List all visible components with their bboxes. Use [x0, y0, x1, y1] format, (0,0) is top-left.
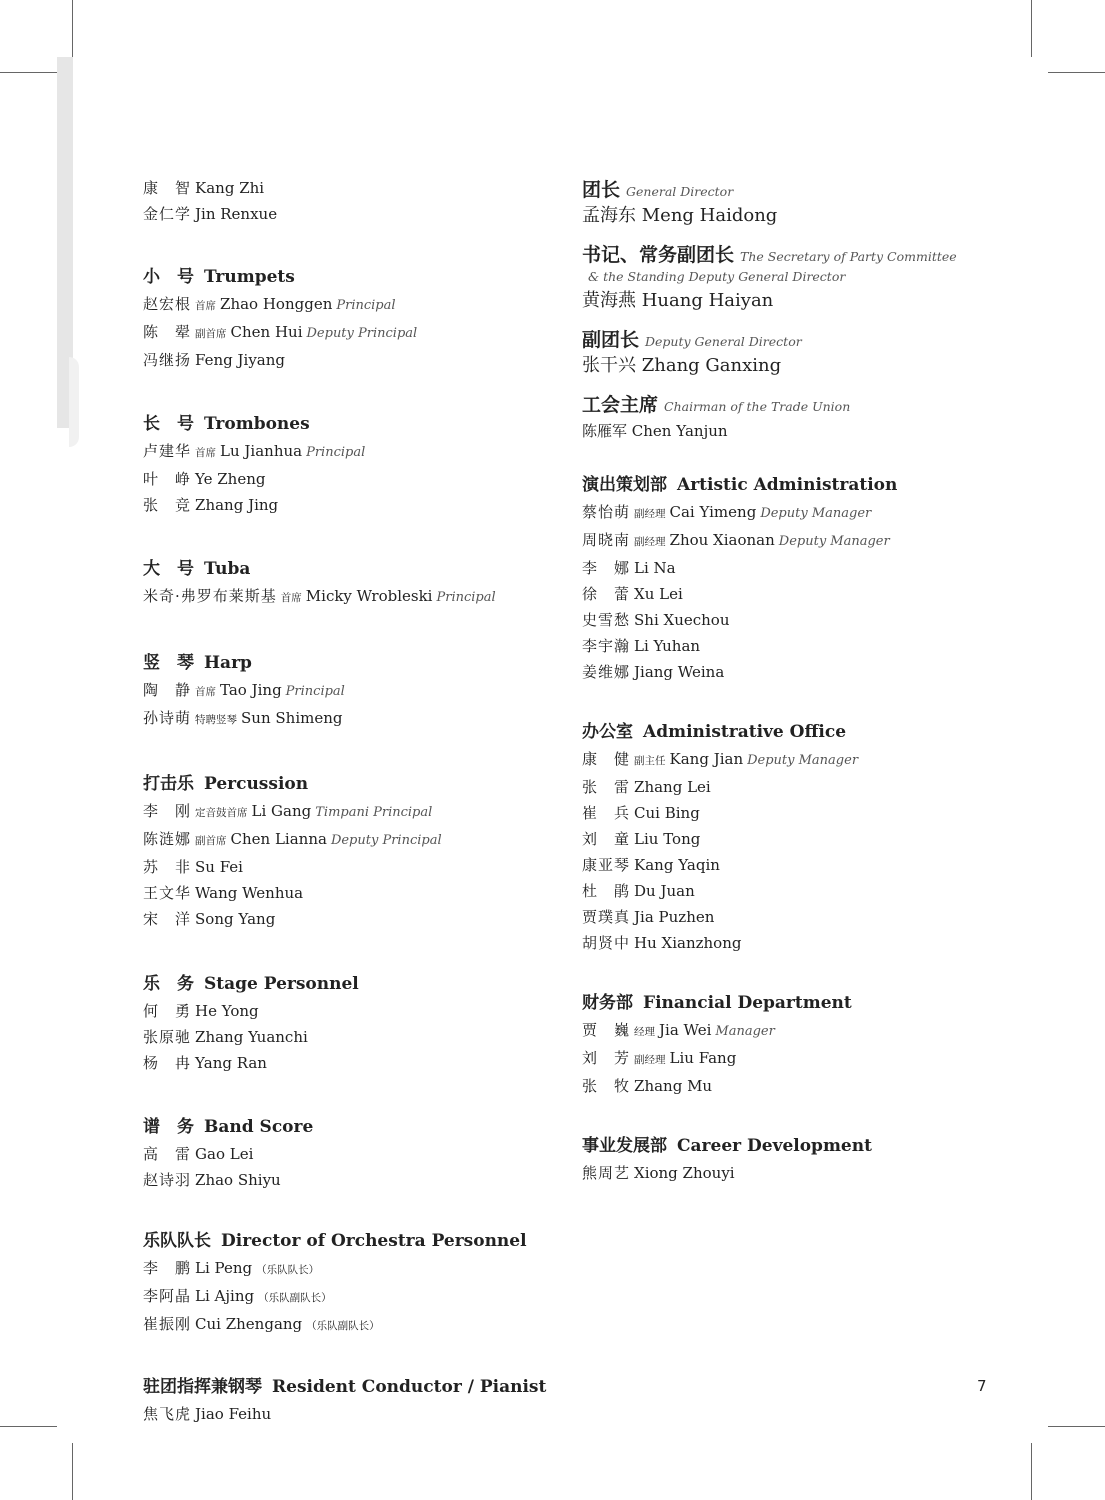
section-title — [143, 410, 543, 438]
member-line — [582, 930, 1022, 956]
section-title-cn: 乐队队长 — [143, 1231, 211, 1251]
name-cn: 康 智 — [143, 179, 192, 197]
name-pinyin: Li Gang — [251, 802, 312, 820]
section — [582, 471, 1022, 685]
name-pinyin: Su Fei — [195, 858, 243, 876]
section-title-en: Director of Orchestra Personnel — [221, 1231, 527, 1251]
section-title-en: Stage Personnel — [204, 974, 359, 994]
member-line — [582, 499, 1022, 527]
role-cn: 副经理 — [634, 536, 666, 548]
section-title-cn: 长 号 — [143, 414, 194, 434]
name-pinyin: Zhou Xiaonan — [669, 531, 775, 549]
name-pinyin: Xu Lei — [634, 585, 683, 603]
name-pinyin: Jiang Weina — [634, 663, 725, 681]
member-line — [143, 1311, 543, 1339]
member-line — [143, 466, 543, 492]
name-cn: 张 牧 — [582, 1077, 631, 1095]
member-line — [143, 1283, 543, 1311]
member-line — [143, 291, 543, 319]
member-line — [582, 800, 1022, 826]
role-en: Principal — [336, 298, 396, 313]
section-title-cn: 打击乐 — [143, 774, 194, 794]
leader-block — [582, 240, 1022, 315]
member-line — [143, 583, 543, 611]
role-cn: 副主任 — [634, 755, 666, 767]
member-line — [582, 826, 1022, 852]
member-line — [582, 904, 1022, 930]
section-title-cn: 乐 务 — [143, 974, 194, 994]
leader-name — [582, 202, 1022, 230]
name-cn: 李宇瀚 — [582, 637, 631, 655]
name-line — [143, 175, 543, 201]
section-title-en: Career Development — [677, 1136, 872, 1156]
section — [143, 555, 543, 611]
section-title-en: Administrative Office — [643, 722, 847, 742]
name-pinyin: Jia Wei — [659, 1021, 712, 1039]
role-cn: 副经理 — [634, 508, 666, 520]
name-cn: 贾璞真 — [582, 908, 631, 926]
section-title-cn: 驻团指挥兼钢琴 — [143, 1377, 262, 1397]
name-pinyin: Liu Fang — [669, 1049, 737, 1067]
member-line — [143, 1401, 543, 1427]
role-en: Deputy Manager — [760, 506, 872, 521]
member-line — [143, 906, 543, 932]
name-cn: 冯继扬 — [143, 351, 192, 369]
name-cn: 孟海东 — [582, 205, 636, 226]
role-cn: 特聘竖琴 — [195, 714, 238, 726]
member-line — [143, 705, 543, 733]
section-title-en: Tuba — [204, 559, 251, 579]
name-cn: 何 勇 — [143, 1002, 192, 1020]
name-pinyin: Lu Jianhua — [220, 442, 303, 460]
name-cn: 黄海燕 — [582, 290, 636, 311]
member-line — [582, 633, 1022, 659]
leader-name — [582, 417, 1022, 445]
section — [143, 410, 543, 518]
leader-name — [582, 352, 1022, 380]
section-title — [582, 989, 1022, 1017]
name-cn: 杨 冉 — [143, 1054, 192, 1072]
left-sections — [143, 263, 547, 1427]
name-pinyin: Zhang Mu — [634, 1077, 713, 1095]
name-cn: 叶 峥 — [143, 470, 192, 488]
name-cn: 苏 非 — [143, 858, 192, 876]
member-line — [582, 1045, 1022, 1073]
crop-mark — [72, 1443, 73, 1500]
name-pinyin: Li Peng — [195, 1259, 253, 1277]
section-title — [143, 1227, 543, 1255]
name-pinyin: Gao Lei — [195, 1145, 254, 1163]
name-pinyin: Wang Wenhua — [195, 884, 304, 902]
section-title-cn: 小 号 — [143, 267, 194, 287]
leader-title-cn: 副团长 — [582, 329, 640, 351]
name-pinyin: Zhang Lei — [634, 778, 711, 796]
section-title-en: Resident Conductor / Pianist — [272, 1377, 547, 1397]
section-title-cn: 演出策划部 — [582, 475, 667, 495]
member-line — [143, 854, 543, 880]
role-paren: （乐队副队长） — [258, 1292, 332, 1304]
crop-mark — [0, 72, 57, 73]
section-title-en: Percussion — [204, 774, 309, 794]
section-title — [582, 471, 1022, 499]
page-number: 7 — [977, 1377, 987, 1395]
role-cn: 副首席 — [195, 328, 227, 340]
name-cn: 陈雁军 — [582, 422, 628, 440]
name-pinyin: Zhao Shiyu — [195, 1171, 281, 1189]
member-line — [143, 319, 543, 347]
section-title-en: Harp — [204, 653, 252, 673]
leader-title-en: Deputy General Director — [645, 334, 802, 349]
section — [143, 1373, 547, 1427]
section — [143, 263, 543, 373]
section — [582, 718, 1022, 956]
name-cn: 陈 翚 — [143, 323, 192, 341]
name-cn: 康 健 — [582, 750, 631, 768]
name-pinyin: Liu Tong — [634, 830, 701, 848]
role-paren: （乐队队长） — [256, 1264, 320, 1276]
role-en: Deputy Manager — [778, 534, 890, 549]
name-cn: 崔 兵 — [582, 804, 631, 822]
name-cn: 蔡怡萌 — [582, 503, 631, 521]
role-cn: 首席 — [195, 686, 217, 698]
name-pinyin: Huang Haiyan — [641, 290, 774, 311]
section-title — [143, 263, 543, 291]
member-line — [143, 677, 543, 705]
section — [143, 770, 543, 932]
section — [143, 970, 543, 1076]
leader-title-en: The Secretary of Party Committee — [740, 249, 957, 264]
member-line — [143, 798, 543, 826]
section-title — [143, 970, 543, 998]
member-line — [582, 659, 1022, 685]
member-line — [582, 774, 1022, 800]
name-cn: 贾 巍 — [582, 1021, 631, 1039]
leader-block — [582, 390, 1022, 445]
name-cn: 陶 静 — [143, 681, 192, 699]
name-cn: 姜维娜 — [582, 663, 631, 681]
crop-mark — [1031, 0, 1032, 57]
name-cn: 刘 芳 — [582, 1049, 631, 1067]
name-pinyin: Ye Zheng — [195, 470, 266, 488]
name-cn: 胡贤中 — [582, 934, 631, 952]
name-pinyin: Zhang Jing — [195, 496, 279, 514]
right-sections — [582, 471, 1022, 1186]
name-cn: 康亚琴 — [582, 856, 631, 874]
name-cn: 金仁学 — [143, 205, 192, 223]
name-pinyin: Li Na — [634, 559, 676, 577]
name-cn: 高 雷 — [143, 1145, 192, 1163]
name-cn: 崔振刚 — [143, 1315, 192, 1333]
member-line — [143, 826, 543, 854]
name-pinyin: Kang Yaqin — [634, 856, 720, 874]
name-cn: 李 娜 — [582, 559, 631, 577]
member-line — [582, 878, 1022, 904]
name-pinyin: Zhang Ganxing — [641, 355, 782, 376]
member-line — [143, 880, 543, 906]
left-column — [143, 175, 547, 1427]
member-line — [143, 998, 543, 1024]
member-line — [582, 852, 1022, 878]
role-en: Timpani Principal — [315, 805, 433, 820]
section-title-cn: 谱 务 — [143, 1117, 194, 1137]
role-en: Principal — [436, 590, 496, 605]
name-cn: 米奇·弗罗布莱斯基 — [143, 587, 277, 605]
name-pinyin: Jia Puzhen — [634, 908, 715, 926]
section-title — [582, 1132, 1022, 1160]
leader-title-cn: 书记、常务副团长 — [582, 244, 735, 266]
role-en: Principal — [306, 445, 366, 460]
name-cn: 熊周艺 — [582, 1164, 631, 1182]
name-pinyin: Du Juan — [634, 882, 695, 900]
name-pinyin: Cui Zhengang — [195, 1315, 303, 1333]
name-pinyin: Xiong Zhouyi — [634, 1164, 735, 1182]
section-title — [143, 649, 543, 677]
member-line — [582, 555, 1022, 581]
role-cn: 副经理 — [634, 1054, 666, 1066]
role-cn: 首席 — [280, 592, 302, 604]
member-line — [143, 347, 543, 373]
member-line — [143, 438, 543, 466]
role-cn: 副首席 — [195, 835, 227, 847]
name-pinyin: Jin Renxue — [195, 205, 278, 223]
name-pinyin: Shi Xuechou — [634, 611, 730, 629]
crop-mark — [72, 0, 73, 57]
top-names — [143, 175, 543, 227]
section — [143, 1227, 543, 1339]
name-pinyin: Kang Zhi — [195, 179, 265, 197]
section-title — [143, 1373, 547, 1401]
member-line — [143, 1024, 543, 1050]
name-pinyin: Li Yuhan — [634, 637, 701, 655]
name-cn: 李 刚 — [143, 802, 192, 820]
name-cn: 王文华 — [143, 884, 192, 902]
name-pinyin: Li Ajing — [195, 1287, 255, 1305]
role-en: Deputy Principal — [306, 326, 418, 341]
name-pinyin: Cui Bing — [634, 804, 700, 822]
name-pinyin: Chen Hui — [230, 323, 303, 341]
name-cn: 李阿晶 — [143, 1287, 192, 1305]
section-title-en: Trombones — [204, 414, 310, 434]
member-line — [582, 746, 1022, 774]
section-title-en: Trumpets — [204, 267, 295, 287]
name-cn: 李 鹏 — [143, 1259, 192, 1277]
member-line — [582, 581, 1022, 607]
member-line — [582, 607, 1022, 633]
name-pinyin: Zhang Yuanchi — [195, 1028, 308, 1046]
member-line — [582, 527, 1022, 555]
section-title — [582, 718, 1022, 746]
leader-block — [582, 325, 1022, 380]
leader-title-cn: 团长 — [582, 179, 621, 201]
member-line — [582, 1160, 1022, 1186]
leader-block — [582, 175, 1022, 230]
section-title-cn: 办公室 — [582, 722, 633, 742]
crop-mark — [1048, 1426, 1105, 1427]
name-cn: 张原驰 — [143, 1028, 192, 1046]
section-title — [143, 555, 543, 583]
section — [143, 1113, 543, 1193]
crop-mark — [0, 1426, 57, 1427]
leader-title-en: Chairman of the Trade Union — [664, 399, 851, 414]
name-cn: 卢建华 — [143, 442, 192, 460]
name-line — [143, 201, 543, 227]
name-pinyin: Meng Haidong — [641, 205, 778, 226]
leader-title-cn: 工会主席 — [582, 394, 659, 416]
role-en: Deputy Principal — [330, 833, 442, 848]
name-cn: 张 雷 — [582, 778, 631, 796]
role-en: Principal — [285, 684, 345, 699]
role-cn: 定音鼓首席 — [195, 807, 248, 819]
name-cn: 赵宏根 — [143, 295, 192, 313]
section-title-cn: 大 号 — [143, 559, 194, 579]
name-pinyin: Tao Jing — [220, 681, 282, 699]
section-title-en: Artistic Administration — [677, 475, 898, 495]
member-line — [143, 1141, 543, 1167]
right-column — [582, 175, 1022, 1186]
member-line — [143, 492, 543, 518]
name-pinyin: Chen Yanjun — [631, 422, 728, 440]
role-en: Manager — [715, 1024, 775, 1039]
section — [143, 649, 543, 733]
section — [582, 1132, 1022, 1186]
section-title-cn: 财务部 — [582, 993, 633, 1013]
name-cn: 陈涟娜 — [143, 830, 192, 848]
section-title-cn: 事业发展部 — [582, 1136, 667, 1156]
name-pinyin: Hu Xianzhong — [634, 934, 742, 952]
role-cn: 经理 — [634, 1026, 656, 1038]
member-line — [143, 1050, 543, 1076]
role-paren: （乐队副队长） — [306, 1320, 380, 1332]
section-title-en: Band Score — [204, 1117, 314, 1137]
section-title-cn: 竖 琴 — [143, 653, 194, 673]
leader-title-en-line2: & the Standing Deputy General Director — [588, 269, 846, 284]
page-edge-bar — [57, 57, 73, 428]
member-line — [582, 1073, 1022, 1099]
member-line — [143, 1255, 543, 1283]
name-pinyin: Song Yang — [195, 910, 276, 928]
leader-title-en: General Director — [626, 184, 734, 199]
name-cn: 史雪愁 — [582, 611, 631, 629]
member-line — [143, 1167, 543, 1193]
name-cn: 杜 鹃 — [582, 882, 631, 900]
section-title-en: Financial Department — [643, 993, 852, 1013]
name-pinyin: Micky Wrobleski — [305, 587, 433, 605]
leader-name — [582, 287, 1022, 315]
name-pinyin: Yang Ran — [195, 1054, 267, 1072]
role-cn: 首席 — [195, 300, 217, 312]
crop-mark — [1048, 72, 1105, 73]
name-cn: 焦飞虎 — [143, 1405, 192, 1423]
name-cn: 张干兴 — [582, 355, 636, 376]
name-cn: 刘 童 — [582, 830, 631, 848]
section-title — [143, 770, 543, 798]
role-en: Deputy Manager — [747, 753, 859, 768]
name-cn: 宋 洋 — [143, 910, 192, 928]
name-cn: 周晓南 — [582, 531, 631, 549]
name-pinyin: Feng Jiyang — [195, 351, 286, 369]
name-cn: 赵诗羽 — [143, 1171, 192, 1189]
section-title — [143, 1113, 543, 1141]
crop-mark — [1031, 1443, 1032, 1500]
member-line — [582, 1017, 1022, 1045]
name-cn: 张 竞 — [143, 496, 192, 514]
name-cn: 徐 蕾 — [582, 585, 631, 603]
name-cn: 孙诗萌 — [143, 709, 192, 727]
name-pinyin: Jiao Feihu — [195, 1405, 272, 1423]
name-pinyin: Chen Lianna — [230, 830, 327, 848]
name-pinyin: Cai Yimeng — [669, 503, 757, 521]
section — [582, 989, 1022, 1099]
name-pinyin: Sun Shimeng — [241, 709, 343, 727]
name-pinyin: He Yong — [195, 1002, 259, 1020]
role-cn: 首席 — [195, 447, 217, 459]
name-pinyin: Kang Jian — [669, 750, 744, 768]
name-pinyin: Zhao Honggen — [220, 295, 333, 313]
